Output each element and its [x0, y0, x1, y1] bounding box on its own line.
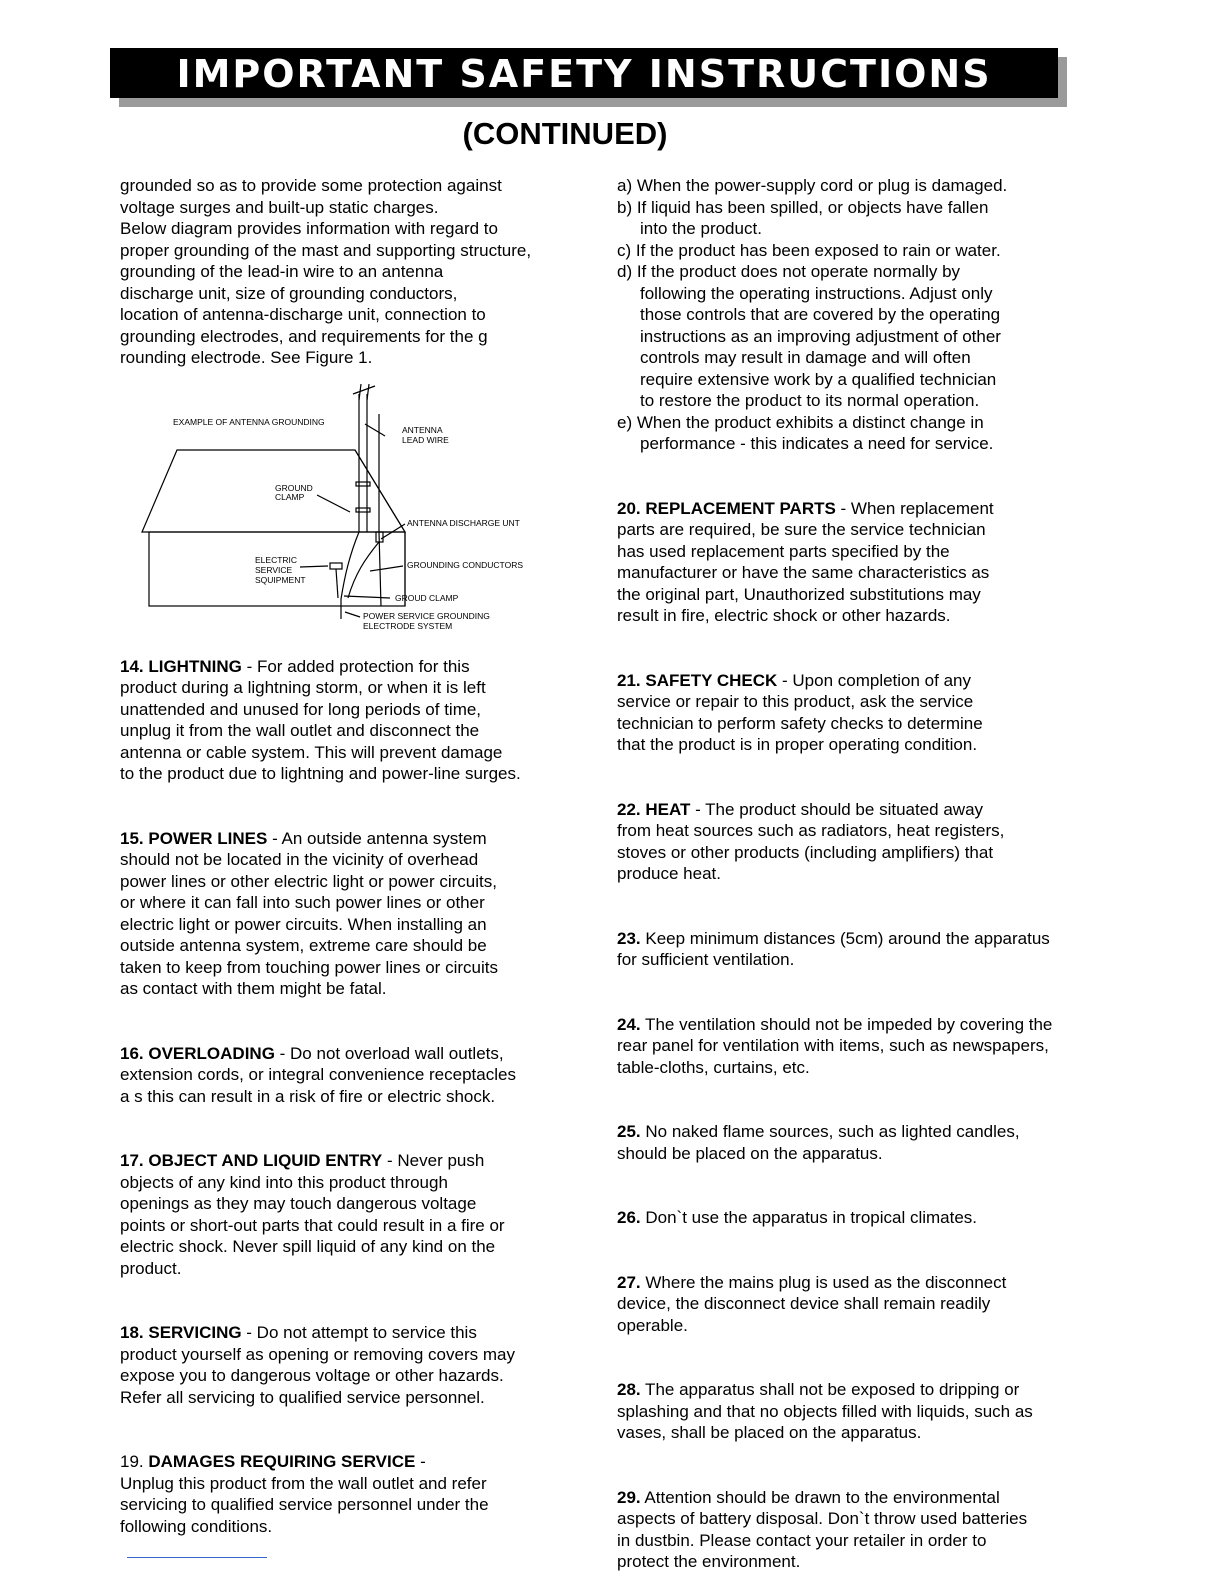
text-line: grounding electrodes, and requirements for the g	[120, 326, 488, 346]
text-line: result in fire, electric shock or other hazards.	[617, 606, 951, 625]
section-heading: 23.	[617, 928, 641, 948]
text-line	[120, 656, 580, 678]
text-span: Attention should be drawn to the environmental	[640, 1487, 1000, 1507]
spacer	[617, 627, 1097, 670]
text-line: outside antenna system, extreme care should be	[120, 936, 487, 955]
section-heading: 14. LIGHTNING	[120, 656, 242, 676]
text-line	[617, 1379, 1097, 1401]
text-span: - For added protection for this	[241, 656, 470, 676]
antenna-grounding-diagram	[135, 384, 575, 640]
section-20-replacement-parts	[617, 498, 1097, 627]
text-line	[617, 670, 1097, 692]
conditions-list	[617, 175, 1097, 455]
spacer	[617, 1444, 1097, 1487]
list-item-continued: following the operating instructions. Adjust only	[640, 283, 993, 303]
text-line: the original part, Unauthorized substitutions may	[617, 584, 981, 604]
text-span: - The product should be situated away	[690, 799, 984, 819]
text-line	[120, 1043, 580, 1065]
list-item-continued: to restore the product to its normal operation.	[640, 391, 980, 410]
text-line	[617, 928, 1097, 950]
text-line: product during a lightning storm, or when it is left	[120, 678, 486, 697]
text-line: stoves or other products (including amplifiers) that	[617, 842, 994, 862]
text-line	[617, 1207, 1097, 1229]
text-span: Keep minimum distances (5cm) around the apparatus	[640, 928, 1050, 948]
list-item-continued: into the product.	[640, 219, 762, 238]
spacer	[120, 1408, 580, 1451]
section-28	[617, 1379, 1097, 1444]
text-line	[617, 799, 1097, 821]
text-span: The apparatus shall not be exposed to dripping or	[640, 1380, 1020, 1399]
text-line: vases, shall be placed on the apparatus.	[617, 1423, 922, 1442]
list-item-continued: controls may result in damage and will often	[640, 348, 971, 367]
text-line	[617, 1272, 1097, 1294]
text-line: electric shock. Never spill liquid of any kind on the	[120, 1237, 496, 1256]
section-29	[617, 1487, 1097, 1573]
text-line: Unplug this product from the wall outlet and refer	[120, 1473, 487, 1493]
section-heading: 28.	[617, 1380, 641, 1399]
section-24	[617, 1014, 1097, 1079]
text-line: electric light or power circuits. When installing an	[120, 914, 487, 934]
text-span: - When replacement	[835, 498, 994, 518]
text-line: unattended and unused for long periods of time,	[120, 699, 482, 719]
label-grounding-conductors: GROUNDING CONDUCTORS	[407, 560, 524, 570]
text-line: service or repair to this product, ask the service	[617, 692, 974, 711]
antenna-grounding-figure	[135, 384, 575, 640]
section-14-lightning	[120, 656, 580, 785]
section-heading: 29.	[617, 1487, 641, 1507]
spacer	[617, 971, 1097, 1014]
section-heading: 26.	[617, 1208, 641, 1227]
spacer	[617, 1078, 1097, 1121]
text-line: splashing and that no objects filled with liquids, such as	[617, 1401, 1033, 1421]
text-line	[617, 498, 1097, 520]
label-lead-wire: LEAD WIRE	[402, 435, 449, 445]
label-power-service: POWER SERVICE GROUNDING	[363, 611, 490, 621]
text-line: to the product due to lightning and power-line surges.	[120, 764, 521, 783]
service-equipment	[330, 563, 342, 569]
text-line: Below diagram provides information with regard to	[120, 219, 498, 238]
section-17-object-liquid-entry	[120, 1150, 580, 1279]
text-line: produce heat.	[617, 864, 721, 883]
section-number: 19.	[120, 1452, 149, 1471]
ground-clamp-2	[356, 508, 370, 512]
section-25	[617, 1121, 1097, 1164]
left-column	[120, 175, 580, 1537]
text-line: product.	[120, 1258, 182, 1278]
label-electrode-system: ELECTRODE SYSTEM	[363, 621, 453, 631]
section-15-power-lines	[120, 828, 580, 1000]
text-line: expose you to dangerous voltage or other hazards.	[120, 1366, 504, 1385]
list-item: d) If the product does not operate normally by	[617, 262, 961, 281]
text-line: device, the disconnect device shall remain readily	[617, 1294, 991, 1313]
text-line: or where it can fall into such power lines or other	[120, 893, 485, 912]
list-item-continued: require extensive work by a qualified technician	[640, 369, 997, 389]
text-line: rear panel for ventilation with items, such as newspapers,	[617, 1036, 1049, 1055]
text-span: No naked flame sources, such as lighted candles,	[640, 1122, 1020, 1141]
list-item: b) If liquid has been spilled, or objects have fallen	[617, 197, 989, 217]
text-span: -	[415, 1452, 426, 1471]
text-span: - Upon completion of any	[777, 670, 971, 690]
text-span: - An outside antenna system	[267, 828, 487, 848]
text-line: should be placed on the apparatus.	[617, 1143, 883, 1163]
section-heading: DAMAGES REQUIRING SERVICE	[148, 1452, 416, 1471]
text-span: - Never push	[382, 1151, 485, 1170]
list-item-continued: performance - this indicates a need for service.	[640, 434, 994, 453]
text-line	[120, 828, 580, 850]
text-line: extension cords, or integral convenience receptacles	[120, 1065, 516, 1084]
text-line: voltage surges and built-up static charges.	[120, 197, 439, 217]
label-equipment: SQUIPMENT	[255, 575, 306, 585]
spacer	[617, 1336, 1097, 1379]
text-line: as contact with them might be fatal.	[120, 979, 387, 998]
spacer	[617, 455, 1097, 498]
lead-wire	[379, 414, 381, 606]
text-line: technician to perform safety checks to determine	[617, 713, 983, 733]
text-line: manufacturer or have the same characteristics as	[617, 563, 990, 582]
page-subtitle: (CONTINUED)	[462, 116, 668, 151]
section-23	[617, 928, 1097, 971]
text-line	[617, 1014, 1097, 1036]
text-line: product yourself as opening or removing covers may	[120, 1344, 515, 1364]
text-line: unplug it from the wall outlet and disconnect the	[120, 721, 480, 740]
text-line: in dustbin. Please contact your retailer in order to	[617, 1530, 987, 1550]
list-item-continued: those controls that are covered by the operating	[640, 305, 1001, 324]
section-27	[617, 1272, 1097, 1337]
spacer	[120, 785, 580, 828]
list-item: e) When the product exhibits a distinct change in	[617, 412, 984, 432]
section-heading: 15. POWER LINES	[120, 828, 268, 848]
spacer	[617, 1229, 1097, 1272]
text-line	[617, 1487, 1097, 1509]
label-groud-clamp: GROUD CLAMP	[395, 593, 459, 603]
label-antenna: ANTENNA	[402, 425, 443, 435]
text-line: taken to keep from touching power lines or circuits	[120, 957, 498, 977]
list-item: a) When the power-supply cord or plug is damaged.	[617, 176, 1008, 195]
section-heading: 18. SERVICING	[120, 1323, 242, 1342]
spacer	[120, 1107, 580, 1150]
section-heading: 27.	[617, 1272, 641, 1292]
page-title: IMPORTANT SAFETY INSTRUCTIONS	[110, 48, 1058, 98]
text-line: antenna or cable system. This will prevent damage	[120, 742, 503, 762]
text-line: from heat sources such as radiators, heat registers,	[617, 821, 1005, 840]
text-line: aspects of battery disposal. Don`t throw used batteries	[617, 1509, 1028, 1528]
text-line: a s this can result in a risk of fire or electric shock.	[120, 1086, 496, 1106]
section-heading: 20. REPLACEMENT PARTS	[617, 498, 836, 518]
text-span: - Do not attempt to service this	[241, 1323, 477, 1342]
text-line: should not be located in the vicinity of overhead	[120, 850, 479, 869]
list-item: c) If the product has been exposed to rain or water.	[617, 240, 1001, 260]
label-clamp: CLAMP	[275, 492, 305, 502]
text-line: rounding electrode. See Figure 1.	[120, 348, 373, 367]
list-item-continued: instructions as an improving adjustment of other	[640, 326, 1001, 346]
text-line: discharge unit, size of grounding conductors,	[120, 283, 458, 303]
label-electric: ELECTRIC	[255, 555, 298, 565]
label-ground: GROUND	[275, 483, 313, 493]
spacer	[617, 1164, 1097, 1207]
text-line: location of antenna-discharge unit, connection to	[120, 305, 486, 324]
text-span: The ventilation should not be impeded by covering the	[640, 1014, 1053, 1034]
grounding-conductor	[341, 532, 359, 599]
label-service: SERVICE	[255, 565, 293, 575]
text-line: following conditions.	[120, 1516, 273, 1536]
roof-shape	[142, 450, 405, 532]
spacer	[120, 1000, 580, 1043]
section-heading: 16. OVERLOADING	[120, 1043, 275, 1063]
section-21-safety-check	[617, 670, 1097, 756]
section-heading: 22. HEAT	[617, 799, 691, 819]
text-line: power lines or other electric light or power circuits,	[120, 871, 497, 891]
text-line: for sufficient ventilation.	[617, 950, 795, 969]
ground-clamp-1	[356, 482, 370, 486]
text-line	[617, 1121, 1097, 1143]
text-line: operable.	[617, 1315, 688, 1335]
section-18-servicing	[120, 1322, 580, 1408]
text-span: - Do not overload wall outlets,	[274, 1043, 504, 1063]
text-line: protect the environment.	[617, 1552, 801, 1571]
spacer	[617, 885, 1097, 928]
text-line: has used replacement parts specified by the	[617, 541, 950, 561]
text-span: Don`t use the apparatus in tropical climates.	[640, 1208, 978, 1227]
text-span: Where the mains plug is used as the disconnect	[640, 1272, 1007, 1292]
label-discharge-unit: ANTENNA DISCHARGE UNT	[407, 518, 520, 528]
section-heading: 17. OBJECT AND LIQUID ENTRY	[120, 1151, 383, 1170]
label-example: EXAMPLE OF ANTENNA GROUNDING	[173, 417, 325, 427]
text-line: table-cloths, curtains, etc.	[617, 1057, 810, 1077]
text-line: openings as they may touch dangerous voltage	[120, 1194, 477, 1213]
text-line: that the product is in proper operating condition.	[617, 735, 978, 754]
section-heading: 21. SAFETY CHECK	[617, 670, 778, 690]
intro-paragraph	[120, 175, 580, 369]
text-line	[120, 1150, 580, 1172]
footer-rule	[127, 1557, 267, 1558]
section-22-heat	[617, 799, 1097, 885]
text-line	[120, 1451, 580, 1473]
text-line: proper grounding of the mast and supporting structure,	[120, 240, 532, 260]
section-heading: 24.	[617, 1014, 641, 1034]
spacer	[617, 756, 1097, 799]
section-16-overloading	[120, 1043, 580, 1108]
section-26	[617, 1207, 1097, 1229]
text-line: Refer all servicing to qualified service personnel.	[120, 1387, 485, 1407]
text-line: grounded so as to provide some protection against	[120, 176, 502, 195]
section-19-damages	[120, 1451, 580, 1537]
text-line: grounding of the lead-in wire to an antenna	[120, 262, 444, 281]
section-heading: 25.	[617, 1122, 641, 1141]
text-line: objects of any kind into this product through	[120, 1172, 448, 1192]
text-line: parts are required, be sure the service technician	[617, 520, 986, 539]
text-line	[120, 1322, 580, 1344]
spacer	[120, 1279, 580, 1322]
text-line: points or short-out parts that could result in a fire or	[120, 1215, 505, 1235]
text-line: servicing to qualified service personnel under the	[120, 1495, 489, 1514]
right-column	[617, 175, 1097, 1573]
